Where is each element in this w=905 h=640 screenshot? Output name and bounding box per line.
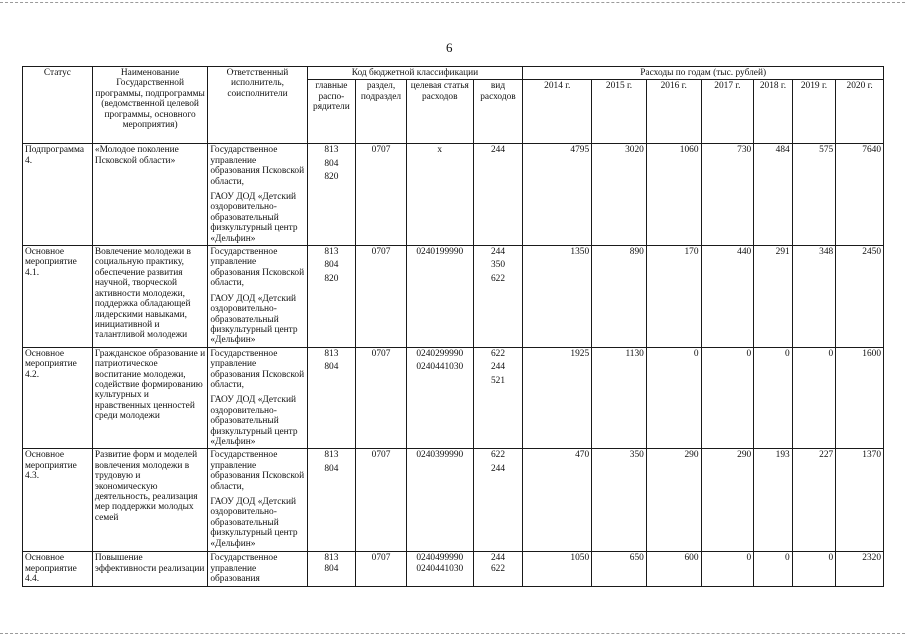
executor-primary: Государственное управление образования Псковской области, <box>210 145 305 187</box>
row-celevaya <box>406 246 473 348</box>
glavnye-code: 813 <box>324 348 339 359</box>
row-status: Основное мероприятие 4.4. <box>23 552 93 586</box>
table-row <box>23 144 884 246</box>
value-2018: 0 <box>754 347 792 449</box>
value-2018: 0 <box>754 552 792 586</box>
glavnye-code: 820 <box>324 273 339 284</box>
value-2015: 890 <box>592 246 647 348</box>
celevaya-code: 0240499990 <box>416 553 464 564</box>
row-celevaya <box>406 449 473 552</box>
value-2016: 170 <box>646 246 701 348</box>
value-2017: 440 <box>701 246 754 348</box>
row-status: Подпрограмма 4. <box>23 144 93 246</box>
executor-secondary: ГАОУ ДОД «Детский оздоровительно-образовательный физкультурный центр «Дельфин» <box>210 293 298 346</box>
value-2020: 2320 <box>836 552 884 586</box>
glavnye-code: 804 <box>324 158 339 169</box>
value-2014: 4795 <box>523 144 592 246</box>
top-edge-line <box>0 2 905 3</box>
row-status: Основное мероприятие 4.2. <box>23 347 93 449</box>
executor-primary: Государственное управление образования <box>210 553 278 585</box>
value-2016: 600 <box>646 552 701 586</box>
header-executor: Ответственный исполнитель, соисполнители <box>208 67 307 144</box>
value-2016: 1060 <box>646 144 701 246</box>
value-2017: 0 <box>701 552 754 586</box>
vid-code: 244 <box>490 247 506 258</box>
table-row <box>23 552 884 586</box>
row-name: «Молодое поколение Псковской области» <box>92 144 207 246</box>
vid-code: 244 <box>490 145 506 156</box>
celevaya-code: х <box>437 145 443 156</box>
vid-code: 622 <box>490 450 506 461</box>
header-name: Наименование Государственной программы, подпрограммы (ведомственной целевой программы, основного мероприятия) <box>92 67 207 144</box>
value-2020: 7640 <box>836 144 884 246</box>
value-2019: 227 <box>792 449 836 552</box>
value-2015: 650 <box>592 552 647 586</box>
glavnye-code: 804 <box>324 463 339 474</box>
value-2020: 1600 <box>836 347 884 449</box>
header-kbk-group: Код бюджетной классификации <box>307 67 523 80</box>
row-razdel: 0707 <box>356 347 407 449</box>
row-glavnye <box>307 144 356 246</box>
value-2017: 730 <box>701 144 754 246</box>
budget-table <box>22 66 884 587</box>
row-vid <box>473 246 523 348</box>
value-2019: 0 <box>792 552 836 586</box>
value-2015: 3020 <box>592 144 647 246</box>
glavnye-code: 813 <box>324 553 339 564</box>
row-razdel: 0707 <box>356 144 407 246</box>
vid-code: 622 <box>490 273 506 284</box>
executor-primary: Государственное управление образования Псковской области, <box>210 450 305 492</box>
executor-secondary: ГАОУ ДОД «Детский оздоровительно-образовательный физкультурный центр «Дельфин» <box>210 395 298 447</box>
vid-code: 622 <box>490 348 506 359</box>
value-2020: 2450 <box>836 246 884 348</box>
value-2017: 0 <box>701 347 754 449</box>
celevaya-code: 0240399990 <box>416 450 464 461</box>
row-name: Вовлечение молодежи в социальную практику, обеспечение развития научной, творческой активности молодежи, поддержка обладающей лидерскими навыками, инициативной и талантливой молодежи <box>92 246 207 348</box>
value-2018: 291 <box>754 246 792 348</box>
row-celevaya <box>406 347 473 449</box>
glavnye-code: 813 <box>324 450 339 461</box>
glavnye-code: 804 <box>324 260 339 271</box>
page-number: 6 <box>446 40 453 55</box>
row-name: Гражданское образование и патриотическое воспитание молодежи, содействие формированию культурных и нравственных ценностей среди молодежи <box>92 347 207 449</box>
row-vid <box>473 347 523 449</box>
glavnye-code: 804 <box>324 563 339 574</box>
row-executor <box>208 246 307 348</box>
value-2015: 350 <box>592 449 647 552</box>
value-2015: 1130 <box>592 347 647 449</box>
header-year-2016: 2016 г. <box>646 80 701 144</box>
header-year-2015: 2015 г. <box>592 80 647 144</box>
value-2014: 1050 <box>523 552 592 586</box>
row-vid <box>473 144 523 246</box>
glavnye-code: 813 <box>324 145 339 156</box>
glavnye-code: 820 <box>324 172 339 183</box>
value-2018: 484 <box>754 144 792 246</box>
row-name: Развитие форм и моделей вовлечения молодежи в трудовую и экономическую деятельность, реализация мер поддержки молодых семей <box>92 449 207 552</box>
value-2019: 348 <box>792 246 836 348</box>
celevaya-code: 0240199990 <box>416 247 464 258</box>
row-razdel: 0707 <box>356 449 407 552</box>
value-2014: 1350 <box>523 246 592 348</box>
row-name: Повышение эффективности реализации <box>92 552 207 586</box>
value-2014: 470 <box>523 449 592 552</box>
row-executor <box>208 449 307 552</box>
row-status: Основное мероприятие 4.1. <box>23 246 93 348</box>
header-kbk-vid: вид расходов <box>473 80 523 144</box>
vid-code: 350 <box>490 260 506 271</box>
glavnye-code: 813 <box>324 247 339 258</box>
value-2016: 0 <box>646 347 701 449</box>
header-year-2019: 2019 г. <box>792 80 836 144</box>
value-2019: 575 <box>792 144 836 246</box>
glavnye-code: 804 <box>324 362 339 373</box>
row-vid <box>473 552 523 586</box>
row-executor <box>208 552 307 586</box>
row-celevaya <box>406 144 473 246</box>
row-glavnye <box>307 347 356 449</box>
executor-primary: Государственное управление образования Псковской области, <box>210 348 305 390</box>
celevaya-code: 0240299990 <box>416 348 464 359</box>
row-executor <box>208 144 307 246</box>
vid-code: 244 <box>490 463 506 474</box>
header-status: Статус <box>23 67 93 144</box>
row-razdel: 0707 <box>356 246 407 348</box>
value-2019: 0 <box>792 347 836 449</box>
value-2016: 290 <box>646 449 701 552</box>
vid-code: 244 <box>490 553 506 564</box>
row-razdel: 0707 <box>356 552 407 586</box>
header-year-2018: 2018 г. <box>754 80 792 144</box>
header-years-group: Расходы по годам (тыс. рублей) <box>523 67 884 80</box>
header-row-1 <box>23 67 884 80</box>
table-row <box>23 347 884 449</box>
header-year-2017: 2017 г. <box>701 80 754 144</box>
vid-code: 622 <box>490 563 506 574</box>
executor-secondary: ГАОУ ДОД «Детский оздоровительно-образовательный физкультурный центр «Дельфин» <box>210 192 298 244</box>
value-2017: 290 <box>701 449 754 552</box>
executor-secondary: ГАОУ ДОД «Детский оздоровительно-образовательный физкультурный центр «Дельфин» <box>210 497 298 549</box>
value-2018: 193 <box>754 449 792 552</box>
row-status: Основное мероприятие 4.3. <box>23 449 93 552</box>
bottom-edge-line <box>0 633 905 634</box>
table-row <box>23 246 884 348</box>
value-2020: 1370 <box>836 449 884 552</box>
row-glavnye <box>307 246 356 348</box>
header-kbk-razdel: раздел, подраздел <box>356 80 407 144</box>
header-kbk-glavnye: главные распо-рядители <box>307 80 356 144</box>
vid-code: 521 <box>490 375 506 386</box>
celevaya-code: 0240441030 <box>416 563 464 574</box>
table-row <box>23 449 884 552</box>
header-year-2020: 2020 г. <box>836 80 884 144</box>
row-celevaya <box>406 552 473 586</box>
value-2014: 1925 <box>523 347 592 449</box>
row-executor <box>208 347 307 449</box>
header-year-2014: 2014 г. <box>523 80 592 144</box>
executor-primary: Государственное управление образования Псковской области, <box>210 247 305 289</box>
vid-code: 244 <box>490 362 506 373</box>
row-vid <box>473 449 523 552</box>
header-kbk-celevaya: целевая статья расходов <box>406 80 473 144</box>
row-glavnye <box>307 552 356 586</box>
celevaya-code: 0240441030 <box>416 362 464 373</box>
row-glavnye <box>307 449 356 552</box>
